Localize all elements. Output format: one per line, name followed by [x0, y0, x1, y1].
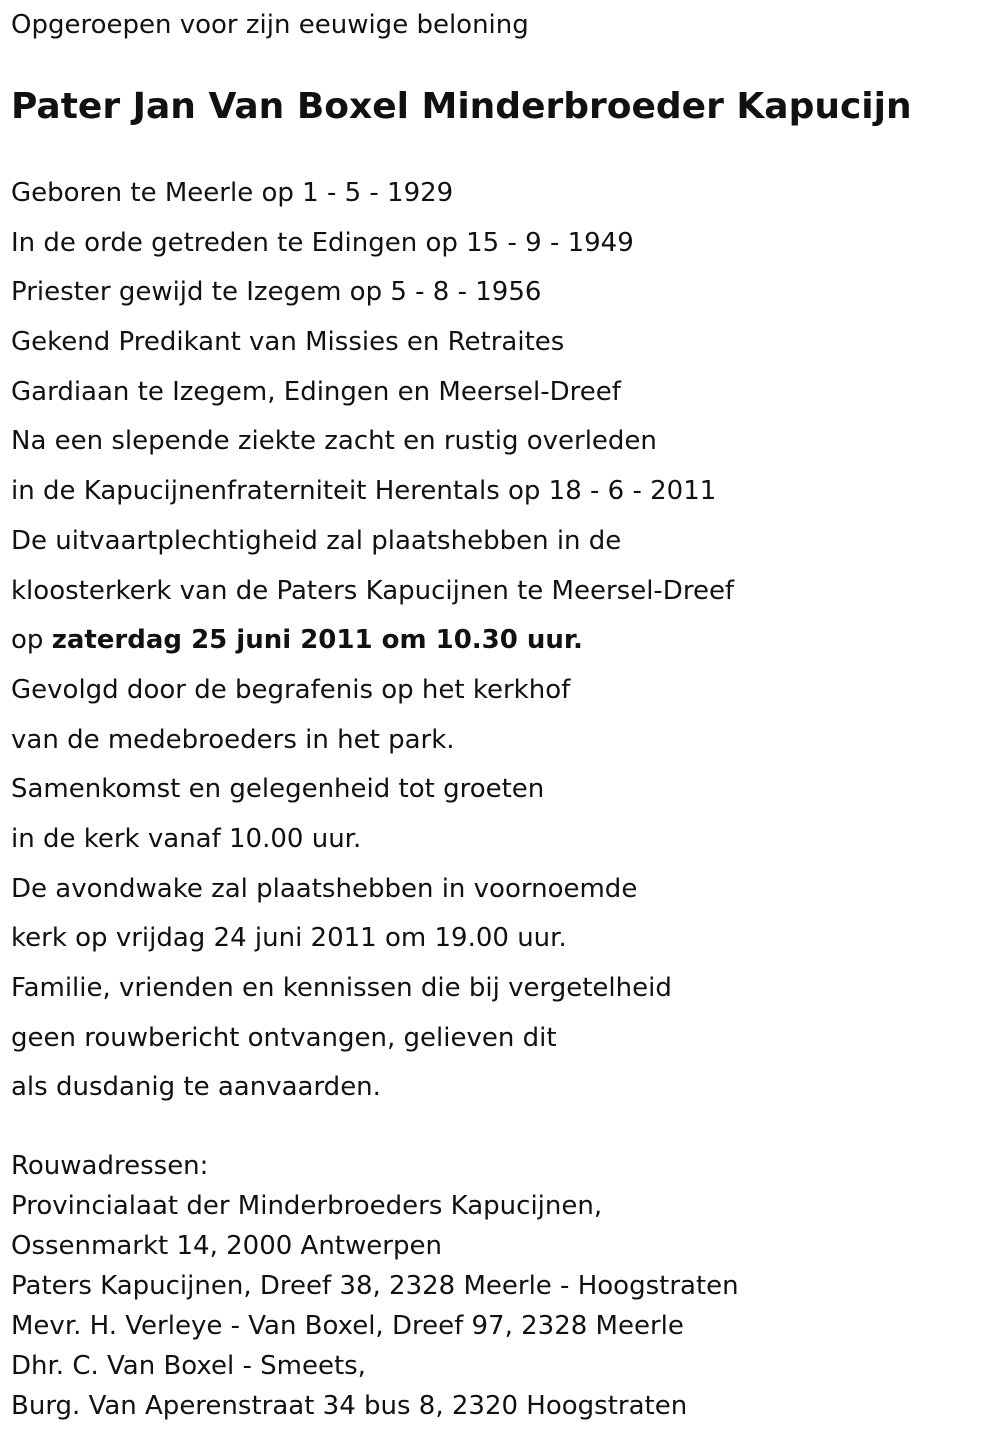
address-line: Provincialaat der Minderbroeders Kapucijnen, — [11, 1191, 603, 1221]
address-line: Dhr. C. Van Boxel - Smeets, — [11, 1351, 366, 1381]
addresses-heading: Rouwadressen: — [11, 1151, 209, 1181]
intro-text: Opgeroepen voor zijn eeuwige beloning — [11, 10, 529, 40]
body-line: Gekend Predikant van Missies en Retraites — [11, 327, 565, 358]
address-line: Mevr. H. Verleye - Van Boxel, Dreef 97, 2328 Meerle — [11, 1311, 684, 1341]
body-line: Familie, vrienden en kennissen die bij vergetelheid — [11, 973, 672, 1003]
address-line: Ossenmarkt 14, 2000 Antwerpen — [11, 1231, 442, 1261]
body-line: van de medebroeders in het park. — [11, 724, 455, 755]
funeral-date-prefix: op — [11, 625, 52, 656]
body-line: in de Kapucijnenfraterniteit Herentals op 18 - 6 - 2011 — [11, 476, 717, 507]
notice-body — [11, 174, 734, 1118]
body-line: Priester gewijd te Izegem op 5 - 8 - 1956 — [11, 277, 542, 308]
body-line: Gardiaan te Izegem, Edingen en Meersel-Dreef — [11, 376, 621, 407]
body-line: in de kerk vanaf 10.00 uur. — [11, 823, 362, 854]
body-line: Na een slepende ziekte zacht en rustig overleden — [11, 426, 657, 457]
body-line: In de orde getreden te Edingen op 15 - 9 - 1949 — [11, 227, 634, 258]
body-line: als dusdanig te aanvaarden. — [11, 1072, 381, 1103]
body-line: Geboren te Meerle op 1 - 5 - 1929 — [11, 178, 454, 208]
address-line: Burg. Van Aperenstraat 34 bus 8, 2320 Hoogstraten — [11, 1391, 688, 1421]
body-line: De avondwake zal plaatshebben in voornoemde — [11, 873, 638, 904]
funeral-date-line — [11, 621, 734, 671]
body-line: Samenkomst en gelegenheid tot groeten — [11, 774, 545, 805]
address-line: Paters Kapucijnen, Dreef 38, 2328 Meerle - Hoogstraten — [11, 1271, 739, 1301]
body-line: Gevolgd door de begrafenis op het kerkhof — [11, 674, 571, 705]
notice-title: Pater Jan Van Boxel Minderbroeder Kapucijn — [11, 86, 912, 127]
body-line: geen rouwbericht ontvangen, gelieven dit — [11, 1022, 557, 1053]
mourning-addresses — [11, 1148, 739, 1428]
funeral-date-emphasis: zaterdag 25 juni 2011 om 10.30 uur. — [51, 625, 583, 656]
body-line: kerk op vrijdag 24 juni 2011 om 19.00 uur. — [11, 923, 567, 954]
body-line: De uitvaartplechtigheid zal plaatshebben in de — [11, 525, 622, 556]
body-line: kloosterkerk van de Paters Kapucijnen te Meersel-Dreef — [11, 575, 735, 606]
